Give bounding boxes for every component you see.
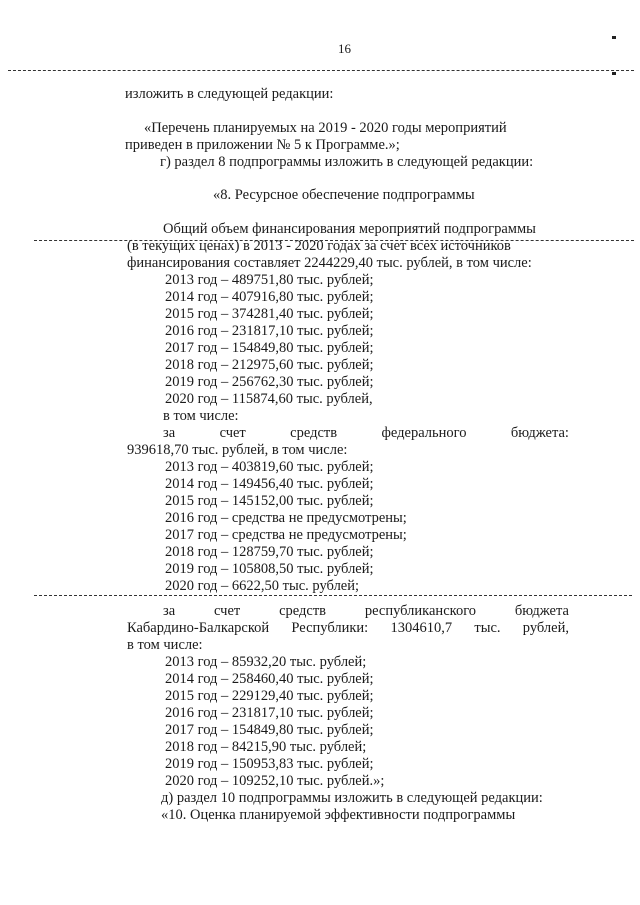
text-line: в том числе: [127, 637, 203, 653]
text-line: приведен в приложении № 5 к Программе.»; [125, 137, 400, 153]
text-line: 2016 год – 231817,10 тыс. рублей; [165, 323, 374, 339]
text-line: 2020 год – 6622,50 тыс. рублей; [165, 578, 360, 594]
text-line [163, 425, 569, 442]
text-line: 2017 год – 154849,80 тыс. рублей; [165, 722, 374, 738]
text-line: «8. Ресурсное обеспечение подпрограммы [213, 187, 475, 203]
text-line: в том числе: [163, 408, 239, 424]
text-line: 2019 год – 105808,50 тыс. рублей; [165, 561, 374, 577]
text-line: 2018 год – 212975,60 тыс. рублей; [165, 357, 374, 373]
word: Кабардино-Балкарской [127, 620, 270, 636]
text-line: изложить в следующей редакции: [125, 86, 334, 102]
page-number: 16 [338, 41, 351, 56]
text-line: 2017 год – средства не предусмотрены; [165, 527, 407, 543]
text-line: «Перечень планируемых на 2019 - 2020 годы мероприятий [144, 120, 507, 136]
text-line [127, 620, 569, 637]
text-line: д) раздел 10 подпрограммы изложить в следующей редакции: [161, 790, 543, 806]
text-line: Общий объем финансирования мероприятий подпрограммы [163, 221, 536, 237]
text-line: 2013 год – 85932,20 тыс. рублей; [165, 654, 367, 670]
text-line: 2016 год – 231817,10 тыс. рублей; [165, 705, 374, 721]
text-line [163, 603, 569, 620]
word: республиканского [364, 603, 477, 619]
word: средств [290, 425, 338, 441]
word: тыс. [474, 620, 501, 636]
word: средств [279, 603, 327, 619]
text-line: г) раздел 8 подпрограммы изложить в следующей редакции: [160, 154, 534, 170]
word: счет [219, 425, 246, 441]
word: бюджета: [510, 425, 569, 441]
text-line: 2014 год – 258460,40 тыс. рублей; [165, 671, 374, 687]
word: за [163, 603, 176, 619]
text-line: 2016 год – средства не предусмотрены; [165, 510, 407, 526]
word: счет [214, 603, 241, 619]
word: рублей, [522, 620, 569, 636]
word: бюджета [514, 603, 569, 619]
text-line: 2018 год – 128759,70 тыс. рублей; [165, 544, 374, 560]
scan-line-top [8, 70, 634, 71]
text-line: 2019 год – 256762,30 тыс. рублей; [165, 374, 374, 390]
word: Республики: [291, 620, 369, 636]
text-line: 2019 год – 150953,83 тыс. рублей; [165, 756, 374, 772]
text-line: 2015 год – 374281,40 тыс. рублей; [165, 306, 374, 322]
text-line: финансирования составляет 2244229,40 тыс. рублей, в том числе: [127, 255, 532, 271]
text-line: 2015 год – 229129,40 тыс. рублей; [165, 688, 374, 704]
scan-mark-top-right [612, 36, 616, 39]
word: за [163, 425, 176, 441]
scan-line-lower [34, 595, 632, 596]
text-line: 2015 год – 145152,00 тыс. рублей; [165, 493, 374, 509]
text-line: «10. Оценка планируемой эффективности подпрограммы [161, 807, 516, 823]
text-line: 2014 год – 149456,40 тыс. рублей; [165, 476, 374, 492]
text-line: (в текущих ценах) в 2013 - 2020 годах за счет всех источников [127, 238, 511, 254]
word: федерального [381, 425, 467, 441]
text-line: 2018 год – 84215,90 тыс. рублей; [165, 739, 367, 755]
text-line: 2020 год – 115874,60 тыс. рублей, [165, 391, 373, 407]
text-line: 939618,70 тыс. рублей, в том числе: [127, 442, 348, 458]
text-line: 2017 год – 154849,80 тыс. рублей; [165, 340, 374, 356]
text-line: 2013 год – 403819,60 тыс. рублей; [165, 459, 374, 475]
text-line: 2014 год – 407916,80 тыс. рублей; [165, 289, 374, 305]
scan-mark-right [612, 72, 616, 75]
text-line: 2013 год – 489751,80 тыс. рублей; [165, 272, 374, 288]
text-line: 2020 год – 109252,10 тыс. рублей.»; [165, 773, 385, 789]
word: 1304610,7 [390, 620, 453, 636]
